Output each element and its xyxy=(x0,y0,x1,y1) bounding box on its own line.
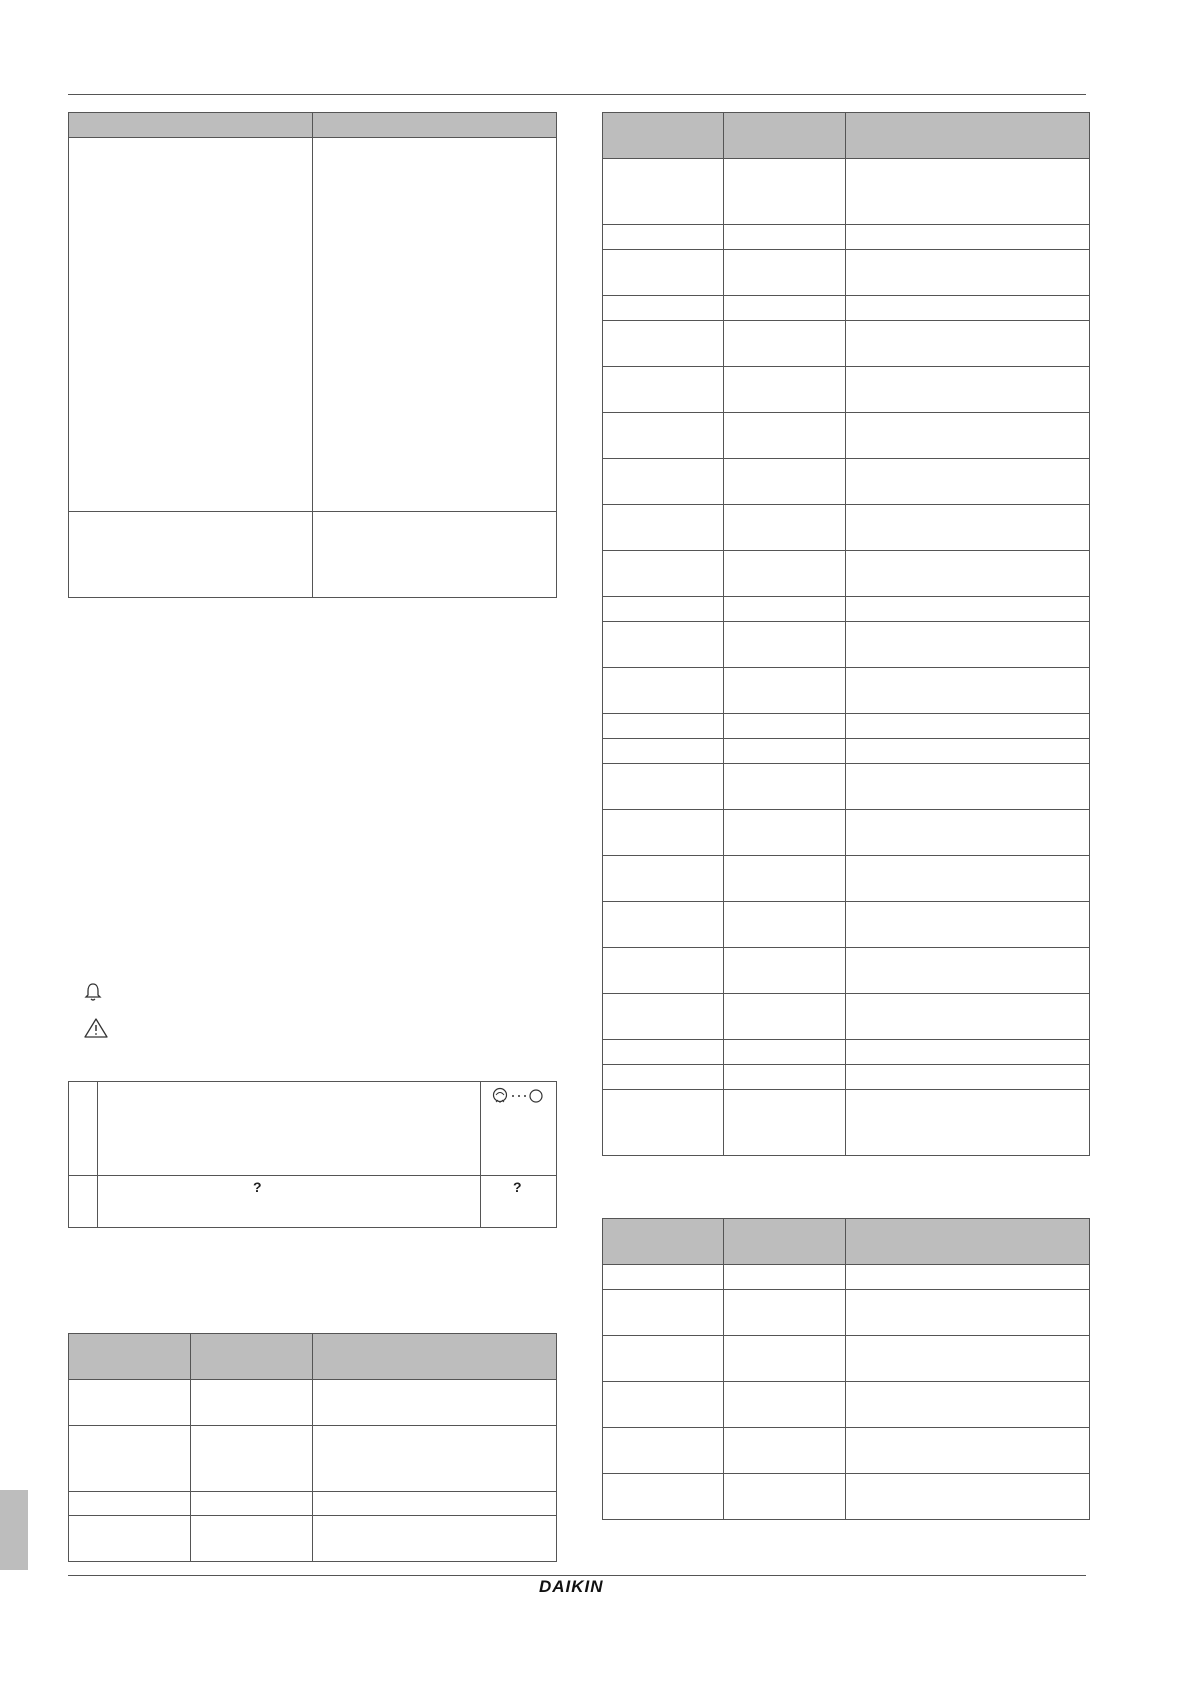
table-cell xyxy=(724,250,846,296)
table-cell xyxy=(846,948,1090,994)
table-cell xyxy=(724,714,846,739)
table-cell xyxy=(69,1176,98,1228)
table-cell xyxy=(724,810,846,856)
table-cell xyxy=(846,225,1090,250)
table-cell xyxy=(724,321,846,367)
table-cell xyxy=(603,1090,724,1156)
table-cell xyxy=(724,551,846,597)
table-cell xyxy=(724,367,846,413)
table-cell xyxy=(69,138,313,512)
table-header-cell xyxy=(313,1334,557,1380)
table-cell xyxy=(603,321,724,367)
table-cell xyxy=(846,296,1090,321)
table-cell xyxy=(846,714,1090,739)
table-header-cell xyxy=(603,113,724,159)
table-cell xyxy=(846,668,1090,714)
daikin-logo: DAIKIN xyxy=(539,1577,604,1596)
table-cell xyxy=(313,512,557,598)
table-cell xyxy=(98,1082,481,1176)
table-cell xyxy=(724,1428,846,1474)
side-tab xyxy=(0,1490,28,1570)
top-rule xyxy=(68,94,1086,95)
table-header-cell xyxy=(846,113,1090,159)
table-cell xyxy=(724,622,846,668)
table-cell xyxy=(191,1516,313,1562)
table-cell xyxy=(603,250,724,296)
table-cell xyxy=(603,459,724,505)
table-cell xyxy=(603,413,724,459)
table-cell xyxy=(846,1040,1090,1065)
table-cell xyxy=(846,250,1090,296)
table-cell xyxy=(724,225,846,250)
table-cell xyxy=(603,1474,724,1520)
table-cell xyxy=(846,622,1090,668)
table-cell xyxy=(603,1428,724,1474)
dial-icon xyxy=(490,1086,548,1108)
table-cell xyxy=(846,1336,1090,1382)
table-cell xyxy=(603,367,724,413)
table-cell xyxy=(724,902,846,948)
table-cell xyxy=(724,413,846,459)
table-cell xyxy=(724,1065,846,1090)
table-cell xyxy=(313,1516,557,1562)
table-cell xyxy=(313,138,557,512)
table-cell xyxy=(313,1426,557,1492)
icon-legend-table xyxy=(68,1081,557,1228)
question-icon: ? xyxy=(253,1179,262,1195)
table-cell xyxy=(724,505,846,551)
table-cell xyxy=(846,1428,1090,1474)
table-cell xyxy=(724,764,846,810)
question-icon: ? xyxy=(513,1179,522,1195)
table-cell xyxy=(724,739,846,764)
table-cell xyxy=(69,1492,191,1516)
table-cell xyxy=(69,1380,191,1426)
table-cell xyxy=(603,668,724,714)
table-cell xyxy=(846,1265,1090,1290)
table-cell xyxy=(724,856,846,902)
table-cell xyxy=(846,321,1090,367)
table-cell xyxy=(724,1040,846,1065)
table-cell xyxy=(846,413,1090,459)
table-cell xyxy=(69,1082,98,1176)
table-cell xyxy=(846,902,1090,948)
table-cell xyxy=(313,1492,557,1516)
table-cell xyxy=(191,1380,313,1426)
table-cell xyxy=(603,1065,724,1090)
table-cell xyxy=(69,1516,191,1562)
warning-icon xyxy=(83,1017,109,1039)
table-cell xyxy=(846,367,1090,413)
table-cell xyxy=(846,1290,1090,1336)
table-cell xyxy=(603,902,724,948)
left-bottom-table xyxy=(68,1333,557,1562)
table-cell xyxy=(603,159,724,225)
two-column-table xyxy=(68,112,557,598)
table-cell xyxy=(603,948,724,994)
table-cell xyxy=(603,810,724,856)
table-cell xyxy=(724,1265,846,1290)
table-cell xyxy=(846,459,1090,505)
table-cell xyxy=(846,1474,1090,1520)
table-cell xyxy=(98,1176,481,1228)
table-cell xyxy=(603,856,724,902)
table-cell xyxy=(603,714,724,739)
table-cell xyxy=(724,159,846,225)
table-cell xyxy=(724,1290,846,1336)
table-cell xyxy=(603,225,724,250)
table-cell xyxy=(846,551,1090,597)
table-cell xyxy=(69,1426,191,1492)
table-header-cell xyxy=(846,1219,1090,1265)
table-cell xyxy=(191,1492,313,1516)
table-header-cell xyxy=(724,1219,846,1265)
table-cell xyxy=(603,1336,724,1382)
table-cell xyxy=(603,1382,724,1428)
table-cell xyxy=(481,1082,557,1176)
table-cell xyxy=(603,1040,724,1065)
table-cell xyxy=(846,1065,1090,1090)
right-main-table xyxy=(602,112,1090,1156)
table-cell xyxy=(846,597,1090,622)
table-cell xyxy=(603,296,724,321)
table-cell xyxy=(724,1090,846,1156)
right-lower-table xyxy=(602,1218,1090,1520)
table-header-cell xyxy=(191,1334,313,1380)
table-cell xyxy=(846,159,1090,225)
table-cell xyxy=(846,1382,1090,1428)
table-cell xyxy=(481,1176,557,1228)
table-cell xyxy=(603,994,724,1040)
table-cell xyxy=(603,551,724,597)
table-cell xyxy=(846,505,1090,551)
table-header-cell xyxy=(313,113,557,138)
table-cell xyxy=(69,512,313,598)
table-cell xyxy=(603,1265,724,1290)
table-cell xyxy=(313,1380,557,1426)
table-cell xyxy=(603,597,724,622)
table-cell xyxy=(603,505,724,551)
table-cell xyxy=(191,1426,313,1492)
table-header-cell xyxy=(69,113,313,138)
table-cell xyxy=(724,668,846,714)
table-cell xyxy=(724,948,846,994)
table-cell xyxy=(846,810,1090,856)
table-cell xyxy=(724,1382,846,1428)
table-header-cell xyxy=(69,1334,191,1380)
table-cell xyxy=(724,296,846,321)
table-cell xyxy=(724,1474,846,1520)
table-header-cell xyxy=(603,1219,724,1265)
table-cell xyxy=(846,856,1090,902)
table-cell xyxy=(724,994,846,1040)
table-cell xyxy=(846,764,1090,810)
table-cell xyxy=(724,459,846,505)
table-cell xyxy=(846,994,1090,1040)
table-cell xyxy=(603,764,724,810)
table-header-cell xyxy=(724,113,846,159)
table-cell xyxy=(846,739,1090,764)
table-cell xyxy=(603,739,724,764)
table-cell xyxy=(724,1336,846,1382)
table-cell xyxy=(603,1290,724,1336)
table-cell xyxy=(603,622,724,668)
bell-icon xyxy=(84,982,102,1002)
table-cell xyxy=(846,1090,1090,1156)
table-cell xyxy=(724,597,846,622)
